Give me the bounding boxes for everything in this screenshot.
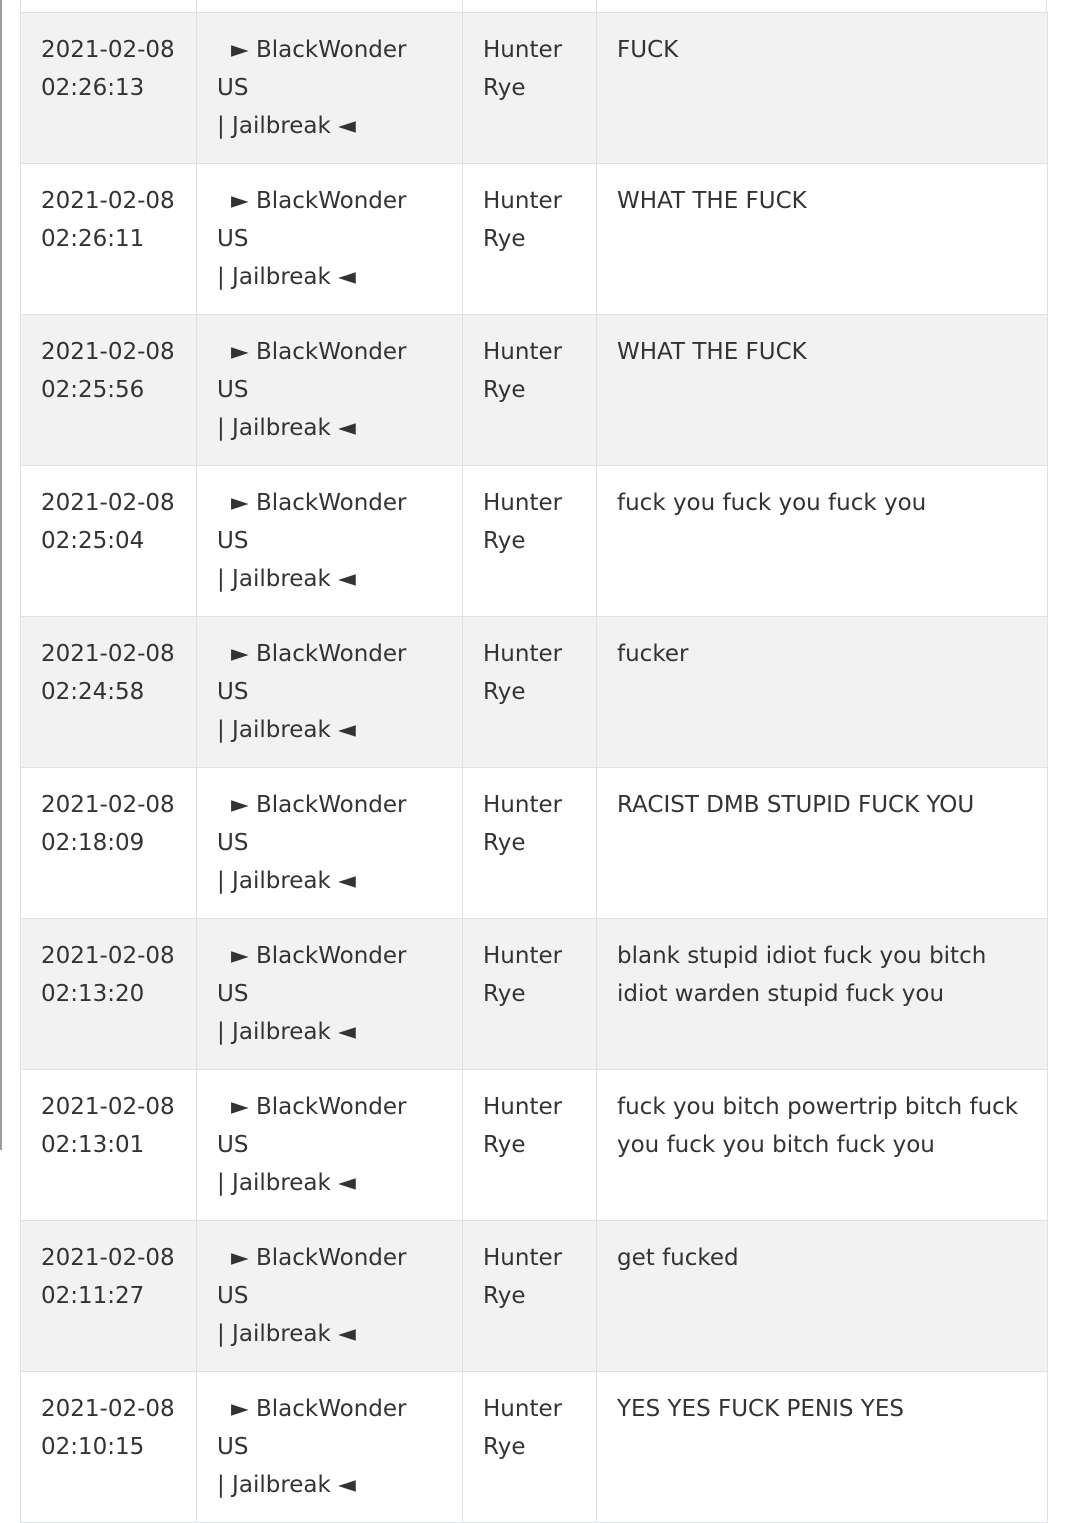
server-name-line1: ► BlackWonder US bbox=[217, 792, 407, 856]
server-name-line2: | Jailbreak ◄ bbox=[217, 1170, 356, 1196]
table-row bbox=[21, 13, 1048, 164]
date-text: 2021-02-08 bbox=[41, 339, 175, 365]
table-row bbox=[21, 1070, 1048, 1221]
server-cell bbox=[197, 1372, 463, 1523]
server-name-line1: ► BlackWonder US bbox=[217, 1245, 407, 1309]
server-name-line1: ► BlackWonder US bbox=[217, 943, 407, 1007]
player-last-name: Rye bbox=[483, 1132, 526, 1158]
player-first-name: Hunter bbox=[483, 339, 563, 365]
server-name-line1: ► BlackWonder US bbox=[217, 188, 407, 252]
message-text: blank stupid idiot fuck you bitch idiot warden stupid fuck you bbox=[617, 943, 987, 1007]
timestamp-cell bbox=[21, 164, 197, 315]
message-text: WHAT THE FUCK bbox=[617, 188, 807, 214]
table-row bbox=[21, 1372, 1048, 1523]
server-name-line2: | Jailbreak ◄ bbox=[217, 1472, 356, 1498]
message-cell bbox=[597, 1372, 1048, 1523]
time-text: 02:13:20 bbox=[41, 981, 145, 1007]
player-last-name: Rye bbox=[483, 981, 526, 1007]
server-cell bbox=[197, 13, 463, 164]
date-text: 2021-02-08 bbox=[41, 37, 175, 63]
time-text: 02:25:56 bbox=[41, 377, 145, 403]
time-text: 02:11:27 bbox=[41, 1283, 145, 1309]
player-first-name: Hunter bbox=[483, 792, 563, 818]
server-name-line2: | Jailbreak ◄ bbox=[217, 1019, 356, 1045]
timestamp-cell bbox=[21, 919, 197, 1070]
date-text: 2021-02-08 bbox=[41, 1396, 175, 1422]
server-name-line1: ► BlackWonder US bbox=[217, 490, 407, 554]
server-name-line2: | Jailbreak ◄ bbox=[217, 566, 356, 592]
player-cell bbox=[463, 919, 597, 1070]
player-cell bbox=[463, 1070, 597, 1221]
player-last-name: Rye bbox=[483, 1283, 526, 1309]
time-text: 02:26:13 bbox=[41, 75, 145, 101]
message-cell bbox=[597, 617, 1048, 768]
server-name-line1: ► BlackWonder US bbox=[217, 1094, 407, 1158]
player-first-name: Hunter bbox=[483, 37, 563, 63]
date-text: 2021-02-08 bbox=[41, 943, 175, 969]
player-first-name: Hunter bbox=[483, 1245, 563, 1271]
message-text: WHAT THE FUCK bbox=[617, 339, 807, 365]
timestamp-cell bbox=[21, 617, 197, 768]
player-first-name: Hunter bbox=[483, 188, 563, 214]
server-cell bbox=[197, 466, 463, 617]
server-cell bbox=[197, 919, 463, 1070]
player-last-name: Rye bbox=[483, 830, 526, 856]
player-last-name: Rye bbox=[483, 377, 526, 403]
player-cell bbox=[463, 1221, 597, 1372]
server-name-line2: | Jailbreak ◄ bbox=[217, 868, 356, 894]
table-row bbox=[21, 617, 1048, 768]
table-row bbox=[21, 164, 1048, 315]
timestamp-cell bbox=[21, 1221, 197, 1372]
time-text: 02:13:01 bbox=[41, 1132, 145, 1158]
server-name-line2: | Jailbreak ◄ bbox=[217, 1321, 356, 1347]
timestamp-cell bbox=[21, 315, 197, 466]
message-cell bbox=[597, 1070, 1048, 1221]
timestamp-cell bbox=[21, 1070, 197, 1221]
server-cell bbox=[197, 617, 463, 768]
server-name-line2: | Jailbreak ◄ bbox=[217, 264, 356, 290]
message-text: FUCK bbox=[617, 37, 679, 63]
server-name-line2: | Jailbreak ◄ bbox=[217, 113, 356, 139]
player-last-name: Rye bbox=[483, 528, 526, 554]
player-cell bbox=[463, 617, 597, 768]
table-row bbox=[21, 919, 1048, 1070]
chat-log-table bbox=[20, 12, 1048, 1523]
player-cell bbox=[463, 315, 597, 466]
server-name-line1: ► BlackWonder US bbox=[217, 1396, 407, 1460]
table-row bbox=[21, 315, 1048, 466]
message-cell bbox=[597, 13, 1048, 164]
message-cell bbox=[597, 466, 1048, 617]
player-first-name: Hunter bbox=[483, 641, 563, 667]
time-text: 02:25:04 bbox=[41, 528, 145, 554]
server-name-line2: | Jailbreak ◄ bbox=[217, 415, 356, 441]
time-text: 02:26:11 bbox=[41, 226, 145, 252]
time-text: 02:24:58 bbox=[41, 679, 145, 705]
server-cell bbox=[197, 315, 463, 466]
message-cell bbox=[597, 768, 1048, 919]
message-cell bbox=[597, 919, 1048, 1070]
date-text: 2021-02-08 bbox=[41, 792, 175, 818]
server-cell bbox=[197, 768, 463, 919]
server-cell bbox=[197, 1221, 463, 1372]
player-first-name: Hunter bbox=[483, 490, 563, 516]
message-cell bbox=[597, 315, 1048, 466]
player-last-name: Rye bbox=[483, 679, 526, 705]
player-cell bbox=[463, 466, 597, 617]
date-text: 2021-02-08 bbox=[41, 1094, 175, 1120]
server-cell bbox=[197, 1070, 463, 1221]
server-cell bbox=[197, 164, 463, 315]
date-text: 2021-02-08 bbox=[41, 1245, 175, 1271]
table-top-remnant bbox=[20, 0, 1047, 12]
player-cell bbox=[463, 768, 597, 919]
player-cell bbox=[463, 164, 597, 315]
player-cell bbox=[463, 13, 597, 164]
message-text: RACIST DMB STUPID FUCK YOU bbox=[617, 792, 975, 818]
table-row bbox=[21, 1221, 1048, 1372]
time-text: 02:10:15 bbox=[41, 1434, 145, 1460]
message-cell bbox=[597, 1221, 1048, 1372]
left-border-line bbox=[0, 0, 2, 1150]
time-text: 02:18:09 bbox=[41, 830, 145, 856]
timestamp-cell bbox=[21, 466, 197, 617]
player-first-name: Hunter bbox=[483, 1396, 563, 1422]
message-text: fucker bbox=[617, 641, 689, 667]
message-text: get fucked bbox=[617, 1245, 739, 1271]
player-last-name: Rye bbox=[483, 75, 526, 101]
player-first-name: Hunter bbox=[483, 1094, 563, 1120]
player-last-name: Rye bbox=[483, 226, 526, 252]
chat-log-table-container bbox=[20, 0, 1047, 1523]
server-name-line1: ► BlackWonder US bbox=[217, 339, 407, 403]
table-row bbox=[21, 466, 1048, 617]
date-text: 2021-02-08 bbox=[41, 641, 175, 667]
player-last-name: Rye bbox=[483, 1434, 526, 1460]
timestamp-cell bbox=[21, 768, 197, 919]
date-text: 2021-02-08 bbox=[41, 188, 175, 214]
server-name-line1: ► BlackWonder US bbox=[217, 37, 407, 101]
player-first-name: Hunter bbox=[483, 943, 563, 969]
timestamp-cell bbox=[21, 1372, 197, 1523]
player-cell bbox=[463, 1372, 597, 1523]
timestamp-cell bbox=[21, 13, 197, 164]
message-text: YES YES FUCK PENIS YES bbox=[617, 1396, 904, 1422]
table-row bbox=[21, 768, 1048, 919]
message-text: fuck you fuck you fuck you bbox=[617, 490, 927, 516]
message-text: fuck you bitch powertrip bitch fuck you fuck you bitch fuck you bbox=[617, 1094, 1019, 1158]
server-name-line2: | Jailbreak ◄ bbox=[217, 717, 356, 743]
date-text: 2021-02-08 bbox=[41, 490, 175, 516]
server-name-line1: ► BlackWonder US bbox=[217, 641, 407, 705]
message-cell bbox=[597, 164, 1048, 315]
